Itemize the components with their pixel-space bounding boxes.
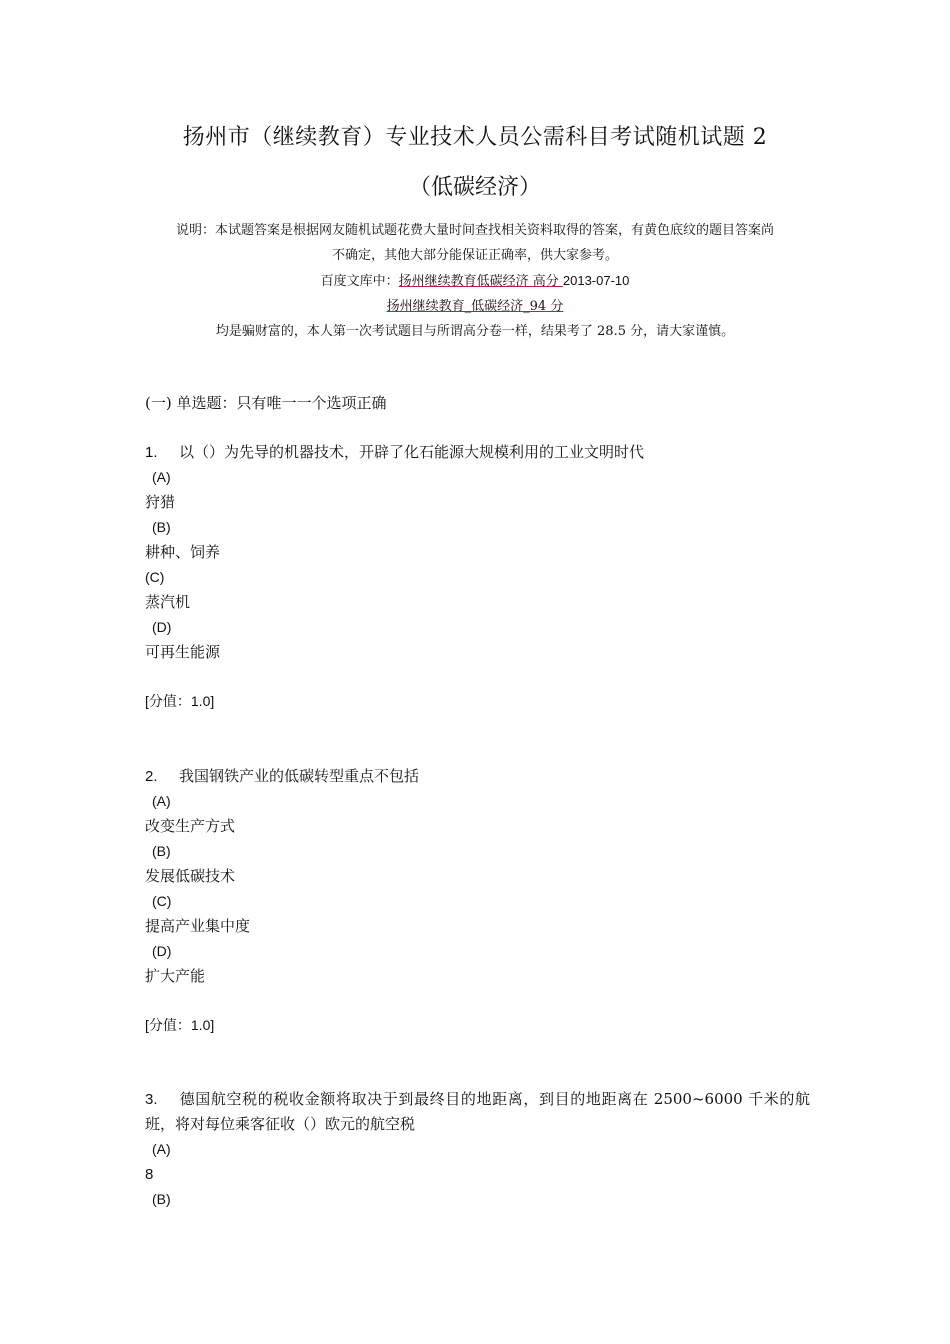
option-text: 耕种、饲养 — [145, 543, 221, 561]
section-heading: (一) 单选题：只有唯一一个选项正确 — [145, 394, 387, 412]
option-letter: (D) — [152, 619, 172, 635]
option-letter: (C) — [152, 893, 172, 909]
option-letter: (B) — [152, 1191, 171, 1207]
question-block — [145, 764, 810, 1038]
question-number: 2. — [145, 768, 158, 785]
question-text: 我国钢铁产业的低碳转型重点不包括 — [179, 767, 420, 785]
option-text: 8 — [145, 1166, 154, 1183]
option-text: 提高产业集中度 — [145, 917, 251, 935]
instructions-note — [140, 218, 810, 344]
option-text: 蒸汽机 — [145, 593, 191, 611]
document-title: 扬州市（继续教育）专业技术人员公需科目考试随机试题 2 — [182, 125, 768, 150]
question-number: 1. — [145, 444, 158, 461]
question-number: 3. — [145, 1091, 158, 1108]
option-letter: (B) — [152, 843, 171, 859]
question-score: [分值：1.0] — [145, 1017, 215, 1033]
option-letter: (A) — [152, 793, 171, 809]
option-text: 扩大产能 — [145, 967, 206, 985]
note-line — [140, 268, 810, 294]
note-ref-prefix: 百度文库中： — [320, 274, 399, 289]
option-text: 可再生能源 — [145, 643, 221, 661]
note-line: 不确定，其他大部分能保证正确率，供大家参考。 — [331, 248, 618, 263]
question-stem — [145, 1087, 810, 1137]
question-text: 以（）为先导的机器技术，开辟了化石能源大规模利用的工业文明时代 — [179, 443, 645, 461]
question-stem — [145, 440, 810, 465]
option-text: 发展低碳技术 — [145, 867, 236, 885]
option-letter: (C) — [145, 569, 165, 585]
option-letter: (A) — [152, 1141, 171, 1157]
baidu-wenku-reference-link[interactable]: 扬州继续教育_低碳经济_94 分 — [386, 299, 564, 314]
reference-date: 2013-07-10 — [562, 273, 630, 288]
option-text: 改变生产方式 — [145, 817, 236, 835]
baidu-wenku-reference-link[interactable]: 扬州继续教育低碳经济 高分 — [398, 274, 563, 289]
document-subtitle: （低碳经济） — [408, 175, 541, 200]
question-stem — [145, 764, 810, 789]
question-block — [145, 1087, 810, 1212]
question-block — [145, 440, 810, 714]
question-text: 德国航空税的税收金额将取决于到最终目的地距离，到目的地距离在 2500~6000 千米的航班，将对每位乘客征收（）欧元的航空税 — [145, 1090, 810, 1133]
option-letter: (B) — [152, 519, 171, 535]
option-letter: (D) — [152, 943, 172, 959]
note-line: 说明：本试题答案是根据网友随机试题花费大量时间查找相关资料取得的答案，有黄色底纹的题目答案尚 — [175, 223, 774, 238]
question-score: [分值：1.0] — [145, 693, 215, 709]
note-line — [140, 294, 810, 319]
option-letter: (A) — [152, 469, 171, 485]
option-text: 狩猎 — [145, 493, 176, 511]
note-line: 均是骗财富的，本人第一次考试题目与所谓高分卷一样，结果考了 28.5 分，请大家谨慎。 — [215, 324, 735, 339]
